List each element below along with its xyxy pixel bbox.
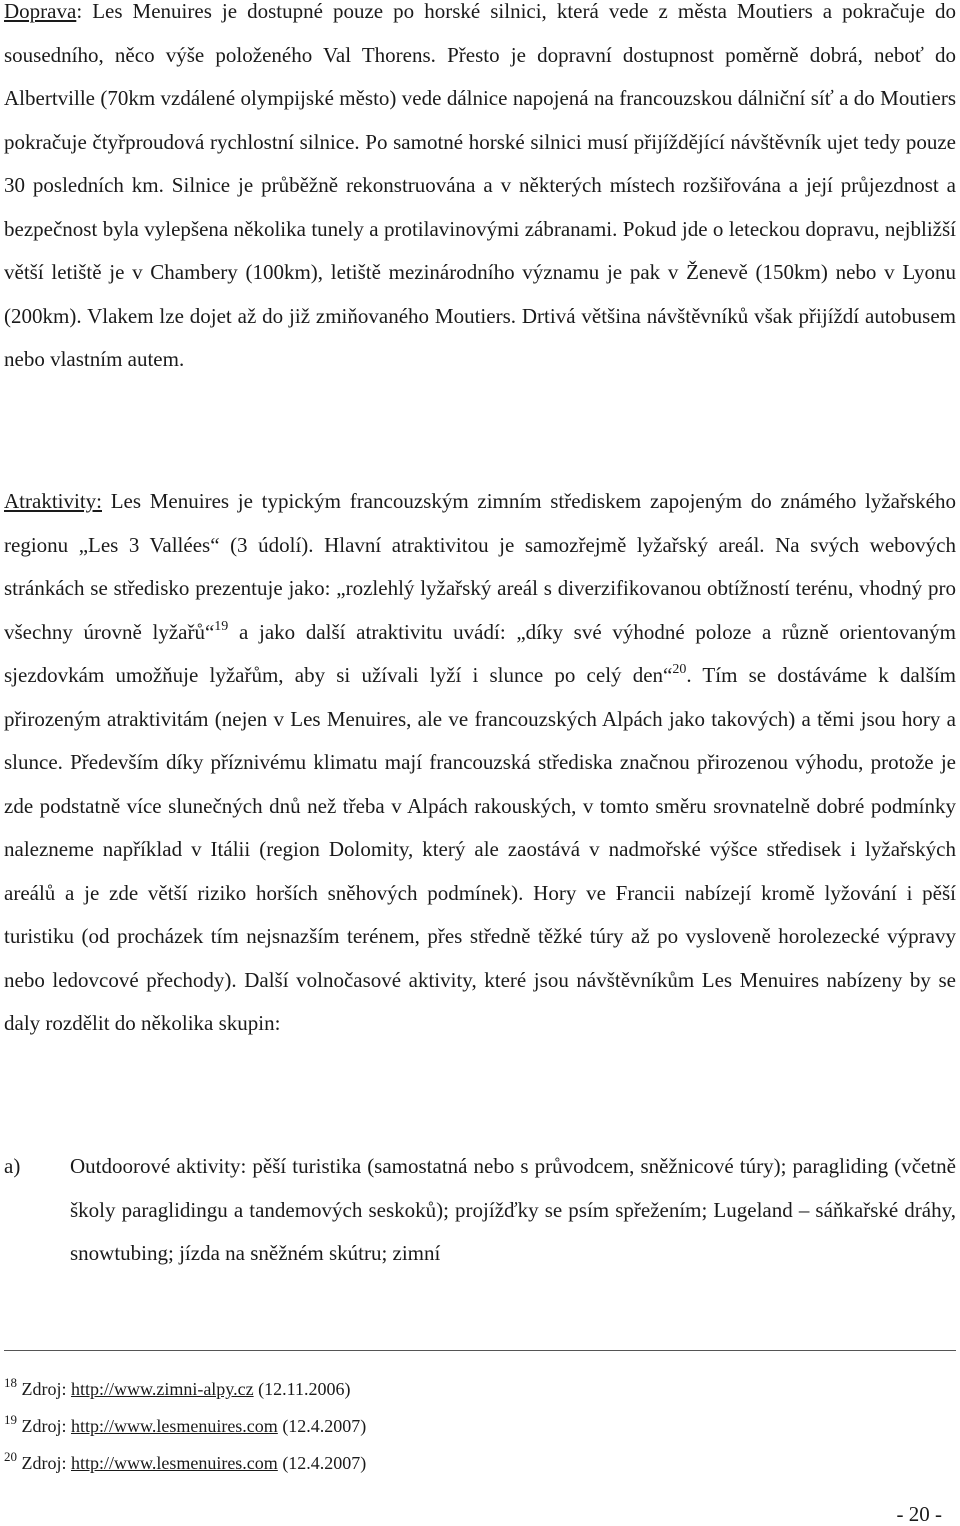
footnote-date: (12.4.2007)	[277, 1416, 367, 1436]
paragraph-doprava	[4, 0, 956, 382]
page-number: - 20 -	[896, 1502, 942, 1526]
doprava-text: : Les Menuires je dostupné pouze po horské silnici, která vede z města Moutiers a pokračuje do sousedního, něco výše položeného Val Thorens. Přesto je dopravní dostupnost poměrně dobrá, neboť do Albertville (70km vzdálené olympijské město) vede dálnice napojená na francouzskou dálniční síť a do Moutiers pokračuje čtyřproudová rychlostní silnice. Po samotné horské silnici musí přijíždějící návštěvník ujet tedy pouze 30 posledních km. Silnice je průběžně rekonstruována a v některých místech rozšiřována a její průjezdnost a bezpečnost byla vylepšena několika tunely a protilavinovými zábranami. Pokud jde o leteckou dopravu, nejbližší větší letiště je v Chambery (100km), letiště mezinárodního významu je pak v Ženevě (150km) nebo v Lyonu (200km). Vlakem lze dojet až do již zmiňovaného Moutiers. Drtivá většina návštěvníků však přijíždí autobusem nebo vlastním autem.	[4, 0, 956, 371]
list-item-outdoor: Outdoorové aktivity: pěší turistika (samostatná nebo s průvodcem, sněžnicové túry); paragliding (včetně školy paraglidingu a tandemových seskoků); projížďky se psím spřežením; Lugeland – sáňkařské dráhy, snowtubing; jízda na sněžném skútru; zimní	[70, 1154, 956, 1265]
footnote-ref-19: 19	[214, 618, 229, 634]
footnote-date: (12.11.2006)	[253, 1379, 351, 1399]
footnote-ref-20: 20	[672, 662, 687, 677]
footnote-link[interactable]: http://www.lesmenuires.com	[71, 1453, 278, 1473]
footnote-separator	[4, 1350, 956, 1351]
footnote-prefix: Zdroj:	[17, 1453, 71, 1473]
footnote-prefix: Zdroj:	[17, 1379, 71, 1399]
footnote-number: 18	[4, 1375, 17, 1390]
footnote-link[interactable]: http://www.zimni-alpy.cz	[71, 1379, 254, 1399]
paragraph-atraktivity	[4, 480, 956, 1046]
activity-list	[4, 1145, 956, 1276]
footnote-date: (12.4.2007)	[277, 1453, 367, 1473]
heading-doprava: Doprava	[4, 0, 77, 23]
footnote-18	[4, 1375, 351, 1400]
footnote-19	[4, 1412, 367, 1437]
footnote-prefix: Zdroj:	[17, 1416, 71, 1436]
atraktivity-text-b: a jako další atraktivitu uvádí: „díky své výhodné poloze a různě orientovaným sjezdovkám umožňuje lyžařům, aby si užívali lyží i slunce po celý den“	[4, 619, 956, 687]
footnote-link[interactable]: http://www.lesmenuires.com	[71, 1416, 278, 1436]
atraktivity-text-a: Les Menuires je typickým francouzským zimním střediskem zapojeným do známého lyžařského regionu „Les 3 Vallées“ (3 údolí). Hlavní atraktivitou je samozřejmě lyžařský areál. Na svých webových stránkách se středisko prezentuje jako: „rozlehlý lyžařský areál s diverzifikovanou obtížností terénu, vhodný pro všechny úrovně lyžařů“	[4, 489, 956, 644]
atraktivity-text-c: . Tím se dostáváme k dalším přirozeným atraktivitám (nejen v Les Menuires, ale ve francouzských Alpách jako takových) a těmi jsou hory a slunce. Především díky příznivému klimatu mají francouzská střediska značnou přirozenou výhodu, protože je zde podstatně více slunečných dnů než třeba v Alpách rakouských, v tomto směru srovnatelně dobré podmínky nalezneme například v Itálii (region Dolomity, který ale zaostává v nadmořské výšce středisek i lyžařských areálů a je zde větší riziko horších sněhových podmínek). Hory ve Francii nabízejí kromě lyžování i pěší turistiku (od procházek tím nejsnazším terénem, přes středně těžké túry až po vysloveně horolezecké výpravy nebo ledovcové přechody). Další volnočasové aktivity, které jsou návštěvníkům Les Menuires nabízeny by se daly rozdělit do několika skupin:	[4, 663, 956, 1035]
footnote-20	[4, 1449, 367, 1474]
footnote-number: 20	[4, 1449, 17, 1464]
heading-atraktivity: Atraktivity:	[4, 489, 102, 513]
footnote-number: 19	[4, 1412, 17, 1427]
list-marker: a)	[4, 1154, 21, 1178]
